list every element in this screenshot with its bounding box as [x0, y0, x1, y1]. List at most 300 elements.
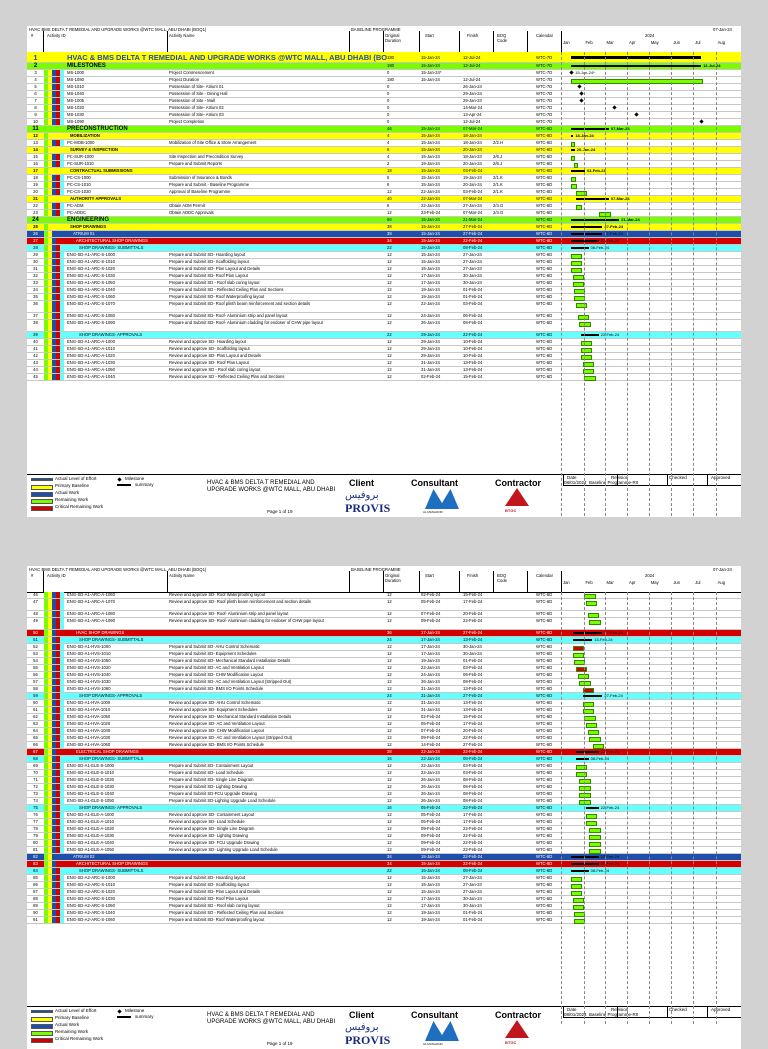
activity-row[interactable] — [27, 618, 741, 630]
activity-row[interactable] — [27, 189, 741, 196]
activity-row[interactable] — [27, 812, 741, 819]
wbs-group-row[interactable] — [27, 245, 741, 252]
duration: 12 — [387, 266, 392, 271]
finish-date: 13-Feb-24 — [463, 360, 483, 365]
finish-date: 27-Jan-24 — [463, 266, 482, 271]
activity-row[interactable] — [27, 875, 741, 882]
wbs-level-stripe — [60, 896, 64, 902]
activity-name: Prepare and Submit SD- Mechanical Standard Installation Details — [169, 658, 291, 663]
duration: 12 — [387, 770, 392, 775]
duration: 12 — [387, 611, 392, 616]
wbs-level-stripe — [60, 770, 64, 776]
calendar: WTC-6D — [536, 259, 553, 264]
activity-row[interactable] — [27, 266, 741, 273]
duration: 180 — [387, 63, 394, 68]
row-number: 34 — [33, 287, 38, 292]
activity-row[interactable] — [27, 77, 741, 84]
finish-date: 08-Feb-24 — [463, 320, 483, 325]
start-date: 17-Jan-24 — [421, 280, 440, 285]
wbs-group-row[interactable] — [27, 196, 741, 203]
start-date: 09-Feb-24 — [421, 735, 441, 740]
col-header-calendar: Calendar — [536, 573, 553, 578]
finish-date: 20-Jan-24 — [463, 161, 482, 166]
activity-row[interactable] — [27, 592, 741, 599]
column-divider — [419, 571, 420, 592]
activity-row[interactable] — [27, 826, 741, 833]
duration: 12 — [387, 259, 392, 264]
timeline-gridline — [716, 592, 717, 1024]
activity-row[interactable] — [27, 903, 741, 910]
finish-date: 30-Jan-24 — [463, 896, 482, 901]
wbs-group-row[interactable] — [27, 630, 741, 637]
timeline-gridline — [627, 592, 628, 1024]
activity-row[interactable] — [27, 203, 741, 210]
activity-id: ENG-SD-A1-ELE-S-1010 — [67, 770, 115, 775]
activity-name: Review and approve SD - Reflected Ceiling Plan and Sections — [169, 374, 285, 379]
finish-date: 08-Feb-24 — [463, 791, 483, 796]
calendar: WTC-6D — [536, 189, 553, 194]
duration: 12 — [387, 903, 392, 908]
legend-swatch — [31, 506, 53, 511]
activity-bar — [593, 744, 604, 749]
finish-date: 06-Feb-24 — [463, 313, 483, 318]
wbs-group-row[interactable] — [27, 749, 741, 756]
activity-row[interactable] — [27, 763, 741, 770]
duration: 12 — [387, 252, 392, 257]
contractor-logo-text: BTGC — [505, 508, 517, 513]
calendar: WTC-6D — [536, 266, 553, 271]
year-label: 2024 — [645, 573, 655, 578]
calendar: WTC-6D — [536, 784, 553, 789]
calendar: WTC-6D — [536, 658, 553, 663]
activity-row[interactable] — [27, 313, 741, 320]
activity-name: Prepare and Submit SD- Plan Layout and Details — [169, 266, 261, 271]
wbs-level-stripe — [60, 301, 64, 312]
activity-row[interactable] — [27, 273, 741, 280]
row-number: 28 — [33, 245, 38, 250]
activity-row[interactable] — [27, 182, 741, 189]
finish-date: 03-Feb-24 — [463, 763, 483, 768]
activity-id: ENG-SD-A1-ELE-S-1000 — [67, 763, 115, 768]
row-number: 8 — [34, 105, 37, 110]
activity-row[interactable] — [27, 259, 741, 266]
wbs-level-stripe — [48, 147, 52, 153]
activity-id: ENG-SD-A1-ARC-S-1020 — [67, 266, 115, 271]
activity-row[interactable] — [27, 882, 741, 889]
activity-row[interactable] — [27, 777, 741, 784]
activity-row[interactable] — [27, 210, 741, 217]
start-date: 29-Jan-24 — [421, 346, 440, 351]
activity-row[interactable] — [27, 91, 741, 98]
duration: 2 — [387, 161, 390, 166]
wbs-group-row[interactable] — [27, 126, 741, 133]
activity-row[interactable] — [27, 819, 741, 826]
row-number: 41 — [33, 346, 38, 351]
row-number: 13 — [33, 140, 38, 145]
row-number: 1 — [33, 53, 38, 62]
wbs-group-row[interactable] — [27, 168, 741, 175]
activity-id: ENG-SD-A1-ELE-A-1030 — [67, 833, 115, 838]
duration: 12 — [387, 833, 392, 838]
report-date: 07-Jan-24 — [713, 567, 732, 572]
activity-row[interactable] — [27, 367, 741, 374]
start-date: 17-Jan-24 — [421, 630, 440, 635]
summary-finish-label: 20-Jan-24 — [576, 147, 596, 152]
timeline-gridline — [605, 592, 606, 1024]
activity-row[interactable] — [27, 917, 741, 924]
wbs-group-row[interactable] — [27, 217, 741, 224]
row-number: 35 — [33, 294, 38, 299]
activity-row[interactable] — [27, 707, 741, 714]
duration: 0 — [387, 119, 390, 124]
legend-item: Primary Baseline — [55, 1015, 90, 1020]
row-number: 43 — [33, 360, 38, 365]
activity-row[interactable] — [27, 287, 741, 294]
activity-row[interactable] — [27, 140, 741, 147]
wbs-group-row[interactable] — [27, 868, 741, 875]
activity-id: ENG-SD-A1-HVA-1000 — [67, 700, 111, 705]
activity-bar — [579, 786, 590, 791]
start-date: 15-Jan-24 — [421, 868, 440, 873]
activity-row[interactable] — [27, 112, 741, 119]
doc-title: HVAC BMS DELTA T REMEDIAL AND UPGRADE WORKS @WTC MALL, ABU DHABI (BOQ1) — [29, 27, 207, 32]
activity-name: Review and approve SD- Roof Plan Layout — [169, 360, 249, 365]
wbs-group-row[interactable] — [27, 238, 741, 245]
start-date: 19-Jan-24 — [421, 287, 440, 292]
duration: 12 — [387, 889, 392, 894]
wbs-level-stripe — [48, 168, 52, 174]
finish-date: 01-Feb-24 — [463, 287, 483, 292]
activity-row[interactable] — [27, 98, 741, 105]
activity-name: Review and approve SD- Roof plinth beam reinforcement and section details — [169, 599, 311, 604]
activity-id: ENG-SD-A2-ARC-S-1040 — [67, 910, 115, 915]
activity-row[interactable] — [27, 301, 741, 313]
activity-row[interactable] — [27, 84, 741, 91]
summary-bar — [573, 632, 603, 634]
legend-swatch — [31, 478, 53, 481]
month-label: Apr — [629, 580, 636, 585]
summary-bar — [583, 695, 603, 697]
row-number: 3 — [34, 70, 37, 75]
start-date: 26-Jan-24 — [421, 784, 440, 789]
activity-row[interactable] — [27, 700, 741, 707]
timeline-gridline — [671, 592, 672, 1024]
finish-date: 10-Feb-24 — [463, 353, 483, 358]
col-header-calendar: Calendar — [536, 33, 553, 38]
activity-id: ENG-SD-A1-ARC-A-1070 — [67, 599, 115, 604]
summary-finish-label: 12-Jul-24 — [703, 63, 721, 68]
activity-name: Prepare and Submit SD- Roof Waterproofing layout — [169, 917, 265, 922]
start-date: 15-Jan-24 — [421, 889, 440, 894]
wbs-level-stripe — [60, 252, 64, 258]
activity-row[interactable] — [27, 770, 741, 777]
activity-row[interactable] — [27, 672, 741, 679]
finish-date: 03-Feb-24 — [463, 770, 483, 775]
activity-row[interactable] — [27, 833, 741, 840]
row-number: 54 — [33, 658, 38, 663]
calendar: WTC-6D — [536, 252, 553, 257]
activity-row[interactable] — [27, 644, 741, 651]
activity-row[interactable] — [27, 154, 741, 161]
start-date: 31-Jan-24 — [421, 700, 440, 705]
duration: 12 — [387, 686, 392, 691]
project-banner — [27, 52, 741, 63]
summary-finish-label: 22-Feb-24 — [600, 749, 620, 754]
calendar: WTC-6D — [536, 367, 553, 372]
activity-row[interactable] — [27, 119, 741, 126]
client-logo: PROVIS — [345, 1033, 391, 1047]
calendar: WTC-6D — [536, 332, 553, 337]
wbs-group-row[interactable] — [27, 63, 741, 70]
activity-name: Review and approve SD- AC and Ventilation Layout — [169, 721, 265, 726]
cell-dur: 180 — [387, 55, 394, 60]
activity-row[interactable] — [27, 651, 741, 658]
activity-row[interactable] — [27, 889, 741, 896]
wbs-group-row[interactable] — [27, 147, 741, 154]
calendar: WTC-6D — [536, 273, 553, 278]
start-date: 24-Jan-24 — [421, 672, 440, 677]
activity-name: Review and approve SD- Single Line Diagram — [169, 826, 255, 831]
activity-row[interactable] — [27, 252, 741, 259]
activity-row[interactable] — [27, 679, 741, 686]
col-header-boq: BOQ Code — [497, 33, 508, 43]
duration: 12 — [387, 189, 392, 194]
activity-row[interactable] — [27, 320, 741, 332]
year-label: 2024 — [645, 33, 655, 38]
activity-bar — [574, 163, 578, 168]
finish-date: 03-Feb-24 — [463, 301, 483, 306]
activity-row[interactable] — [27, 161, 741, 168]
finish-date: 18-Jan-24 — [463, 154, 482, 159]
schedule-page-1 — [27, 26, 741, 516]
finish-date: 03-Feb-24 — [463, 168, 483, 173]
wbs-level-stripe — [60, 798, 64, 804]
project-title: HVAC & BMS DELTA T REMEDIAL AND — [207, 1012, 315, 1018]
start-date: 15-Jan-24 — [421, 266, 440, 271]
wbs-level-stripe — [56, 238, 60, 244]
start-date: 09-Feb-24 — [421, 847, 441, 852]
activity-id: ENG-SD-A1-ELE-S-1030 — [67, 784, 115, 789]
row-number: 46 — [33, 592, 38, 597]
consultant-logo — [425, 489, 459, 509]
finish-date: 10-Feb-24 — [463, 346, 483, 351]
wbs-name: AUTHORITY APPROVALS — [70, 196, 122, 201]
wbs-level-stripe — [60, 611, 64, 617]
wbs-group-row[interactable] — [27, 861, 741, 868]
duration: 12 — [387, 679, 392, 684]
legend-swatch — [31, 1031, 53, 1036]
row-number: 12 — [33, 133, 38, 138]
calendar: WTC-6D — [536, 791, 553, 796]
row-number: 49 — [33, 618, 38, 623]
calendar: WTC-6D — [536, 161, 553, 166]
start-date: 22-Jan-24 — [421, 770, 440, 775]
row-number: 20 — [33, 189, 38, 194]
activity-row[interactable] — [27, 665, 741, 672]
duration: 12 — [387, 791, 392, 796]
client-logo-arabic: بروفيس — [345, 490, 379, 501]
duration: 12 — [387, 721, 392, 726]
activity-row[interactable] — [27, 658, 741, 665]
activity-id: ENG-SD-A1-ARC-A-1080 — [67, 611, 115, 616]
row-number: 81 — [33, 847, 38, 852]
duration: 4 — [387, 154, 390, 159]
timeline-gridline — [584, 592, 585, 1024]
summary-bar — [571, 135, 573, 137]
activity-bar — [571, 254, 582, 259]
wbs-name: ATRIUM 02 — [73, 854, 95, 859]
finish-date: 30-Jan-24 — [463, 644, 482, 649]
activity-row[interactable] — [27, 721, 741, 728]
wbs-level-stripe — [60, 273, 64, 279]
row-number: 88 — [33, 896, 38, 901]
wbs-group-row[interactable] — [27, 332, 741, 339]
wbs-level-stripe — [60, 826, 64, 832]
start-date: 26-Jan-24 — [421, 798, 440, 803]
wbs-level-stripe — [60, 259, 64, 265]
calendar: WTC-6D — [536, 868, 553, 873]
wbs-group-row[interactable] — [27, 637, 741, 644]
revision-divider — [707, 1007, 708, 1017]
activity-name: Review and approve SD- AC and Ventilation Layout (Stripped Out) — [169, 735, 293, 740]
activity-bar — [576, 765, 587, 770]
milestone-marker — [699, 119, 703, 123]
wbs-level-stripe — [56, 749, 60, 755]
summary-bar — [571, 128, 609, 130]
column-divider — [493, 31, 494, 52]
wbs-group-row[interactable] — [27, 756, 741, 763]
calendar: WTC-6D — [536, 665, 553, 670]
activity-id: PC-CS-1000 — [67, 175, 91, 180]
activity-row[interactable] — [27, 346, 741, 353]
calendar: WTC-6D — [536, 854, 553, 859]
row-number: 55 — [33, 665, 38, 670]
activity-row[interactable] — [27, 339, 741, 346]
start-date: 19-Jan-24 — [421, 917, 440, 922]
wbs-level-stripe — [52, 231, 56, 237]
wbs-group-row[interactable] — [27, 231, 741, 238]
activity-row[interactable] — [27, 374, 741, 381]
summary-bar — [586, 807, 598, 809]
activity-row[interactable] — [27, 686, 741, 693]
start-date: 22-Jan-24 — [421, 756, 440, 761]
duration: 38 — [387, 224, 392, 229]
activity-row[interactable] — [27, 798, 741, 805]
start-date: 31-Jan-24 — [421, 367, 440, 372]
finish-date: 30-Jan-24 — [463, 651, 482, 656]
wbs-group-row[interactable] — [27, 854, 741, 861]
activity-id: ENG-SD-A2-ARC-S-1030 — [67, 896, 115, 901]
row-number: 51 — [33, 637, 38, 642]
calendar: WTC-6D — [536, 339, 553, 344]
activity-row[interactable] — [27, 896, 741, 903]
legend-swatch — [31, 1024, 53, 1029]
activity-id: ENG-SD-A2-ARC-S-1000 — [67, 875, 115, 880]
start-date: 09-Feb-24 — [421, 840, 441, 845]
wbs-name: ELECTRICAL SHOP DRAWINGS — [76, 749, 139, 754]
summary-legend-icon — [117, 484, 131, 486]
activity-row[interactable] — [27, 714, 741, 721]
activity-row[interactable] — [27, 175, 741, 182]
activity-row[interactable] — [27, 353, 741, 360]
activity-row[interactable] — [27, 360, 741, 367]
activity-name: Prepare and Submit SD- Roof Plan Layout — [169, 896, 248, 901]
activity-name: Prepare and Submit SD-FCU Upgrade Drawing — [169, 791, 257, 796]
activity-row[interactable] — [27, 70, 741, 77]
row-number: 58 — [33, 686, 38, 691]
activity-row[interactable] — [27, 840, 741, 847]
activity-row[interactable] — [27, 735, 741, 742]
finish-date: 08-Feb-24 — [463, 245, 483, 250]
activity-id: ENG-SD-A1-ELE-A-1020 — [67, 826, 115, 831]
row-number: 23 — [33, 210, 38, 215]
calendar: WTC-6D — [536, 707, 553, 712]
activity-row[interactable] — [27, 280, 741, 287]
row-number: 62 — [33, 714, 38, 719]
wbs-group-row[interactable] — [27, 805, 741, 812]
activity-bar — [573, 905, 584, 910]
row-number: 79 — [33, 833, 38, 838]
activity-row[interactable] — [27, 910, 741, 917]
wbs-level-stripe — [60, 637, 64, 643]
calendar: WTC-6D — [536, 721, 553, 726]
activity-row[interactable] — [27, 728, 741, 735]
wbs-group-row[interactable] — [27, 693, 741, 700]
col-header-start: Start — [425, 573, 434, 578]
calendar: WTC-6D — [536, 313, 553, 318]
activity-id: ENG-SD-A1-HVS-1040 — [67, 672, 111, 677]
calendar: WTC-6D — [536, 217, 553, 222]
wbs-level-stripe — [60, 882, 64, 888]
calendar: WTC-7D — [536, 112, 553, 117]
activity-row[interactable] — [27, 611, 741, 618]
wbs-level-stripe — [60, 686, 64, 692]
calendar: WTC-6D — [536, 861, 553, 866]
activity-row[interactable] — [27, 784, 741, 791]
activity-row[interactable] — [27, 599, 741, 611]
activity-row[interactable] — [27, 742, 741, 749]
wbs-level-stripe — [60, 812, 64, 818]
activity-row[interactable] — [27, 847, 741, 854]
wbs-group-row[interactable] — [27, 224, 741, 231]
row-number: 27 — [33, 238, 38, 243]
activity-bar — [573, 898, 584, 903]
wbs-level-stripe — [60, 840, 64, 846]
calendar: WTC-6D — [536, 280, 553, 285]
summary-bar — [571, 240, 599, 242]
calendar: WTC-6D — [536, 196, 553, 201]
activity-row[interactable] — [27, 105, 741, 112]
activity-name: Review and approve SD- Lighting Upgrade Load Schedule — [169, 847, 278, 852]
activity-row[interactable] — [27, 294, 741, 301]
wbs-level-stripe — [60, 791, 64, 797]
row-number: 18 — [33, 175, 38, 180]
contractor-logo-text: BTGC — [505, 1040, 517, 1045]
wbs-level-stripe — [60, 313, 64, 319]
col-header-no: # — [31, 573, 34, 578]
activity-row[interactable] — [27, 791, 741, 798]
activity-name: Review and approve SD- Roof- Aluminium cladding for endoser of CHW pipe layout — [169, 618, 324, 623]
row-number: 40 — [33, 339, 38, 344]
row-number: 16 — [33, 161, 38, 166]
wbs-group-row[interactable] — [27, 133, 741, 140]
activity-bar — [579, 322, 590, 327]
boq-code: 2/4.G — [493, 210, 504, 215]
calendar: WTC-6D — [536, 301, 553, 306]
activity-bar — [576, 303, 587, 308]
finish-date: 12-Jul-24 — [463, 77, 481, 82]
project-title: UPGRADE WORKS @WTC MALL, ABU DHABI — [207, 487, 336, 493]
